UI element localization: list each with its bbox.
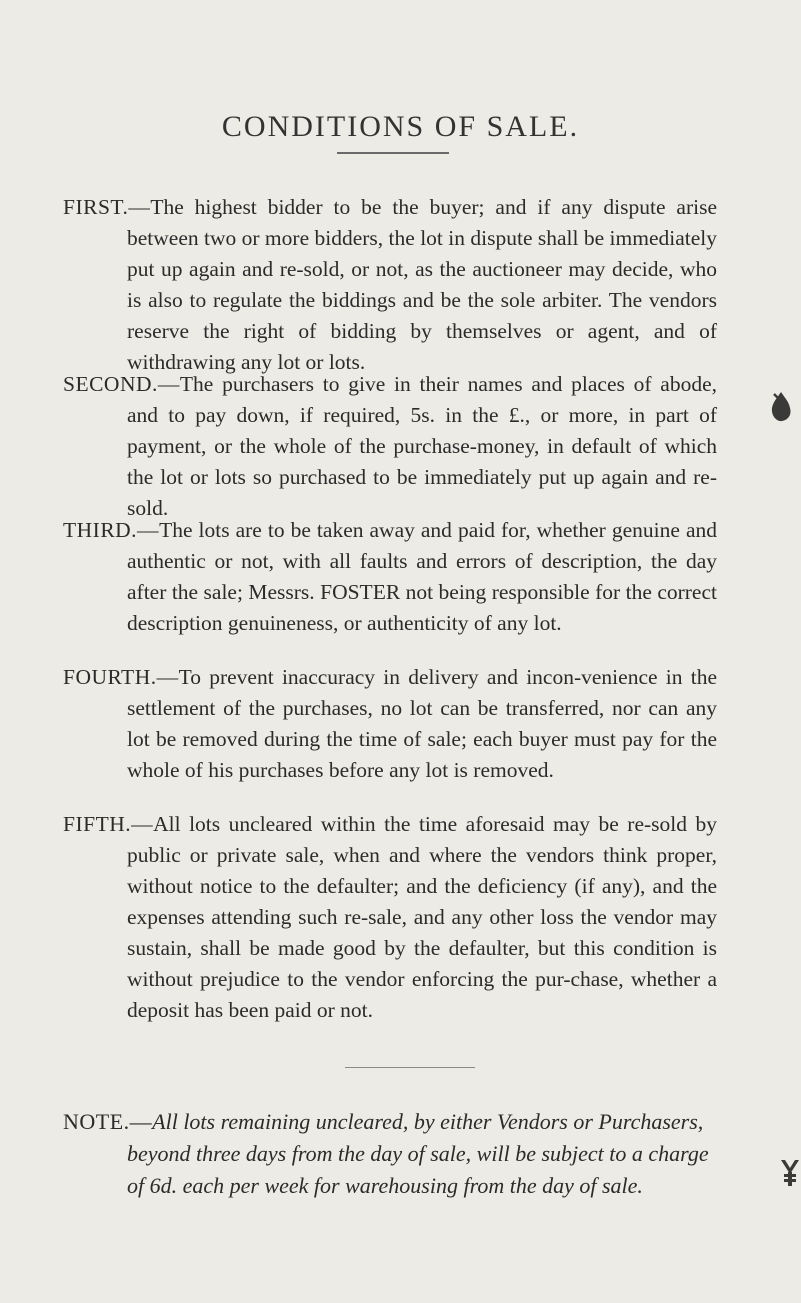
condition-text: The purchasers to give in their names and places of abode, and to pay down, if required, 5s. in the £., or more, in part of payment, or the whole of the purchase-money, in default of which the lot or lots so purchased to be immediately put up again and re-sold. xyxy=(127,372,717,520)
condition-text: All lots uncleared within the time aforesaid may be re-sold by public or private sale, when and where the vendors think proper, without notice to the defaulter; and the deficiency (if any), and the expenses attending such re-sale, and any other loss the vendor may sustain, shall be made good by the defaulter, but this condition is without prejudice to the vendor enforcing the pur-chase, whether a deposit has been paid or not. xyxy=(127,812,717,1022)
condition-heading: THIRD.— xyxy=(63,518,160,542)
condition-text: To prevent inaccuracy in delivery and incon-venience in the settlement of the purchases, no lot can be transferred, nor can any lot be removed during the time of sale; each buyer must pay for the whole of his purchases before any lot is removed. xyxy=(127,665,717,782)
condition-fifth xyxy=(63,809,717,1026)
condition-text: The lots are to be taken away and paid for, whether genuine and authentic or not, with all faults and errors of description, the day after the sale; Messrs. FOSTER not being responsible for the correct description genuineness, or authenticity of any lot. xyxy=(127,518,717,635)
condition-fourth xyxy=(63,662,717,786)
condition-first xyxy=(63,192,717,378)
page-title: CONDITIONS OF SALE. xyxy=(221,110,580,143)
condition-second xyxy=(63,369,717,524)
condition-third xyxy=(63,515,717,639)
condition-heading: SECOND.— xyxy=(63,372,180,396)
condition-heading: FOURTH.— xyxy=(63,665,179,689)
note-text: All lots remaining uncleared, by either Vendors or Purchasers, beyond three days from the day of sale, will be subject to a charge of 6d. each per week for warehousing from the day of sale. xyxy=(127,1109,709,1198)
note-label: NOTE.— xyxy=(63,1109,153,1134)
note-rule xyxy=(345,1067,475,1068)
condition-heading: FIRST.— xyxy=(63,195,151,219)
ink-mark-icon xyxy=(778,1156,801,1190)
condition-heading: FIFTH.— xyxy=(63,812,154,836)
title-rule xyxy=(337,152,449,154)
ink-blot-icon xyxy=(768,390,794,424)
note xyxy=(63,1106,727,1202)
condition-text: The highest bidder to be the buyer; and if any dispute arise between two or more bidders, the lot in dispute shall be immediately put up again and re-sold, or not, as the auctioneer may decide, who is also to regulate the biddings and be the sole arbiter. The vendors reserve the right of bidding by themselves or agent, and of withdrawing any lot or lots. xyxy=(127,195,717,374)
